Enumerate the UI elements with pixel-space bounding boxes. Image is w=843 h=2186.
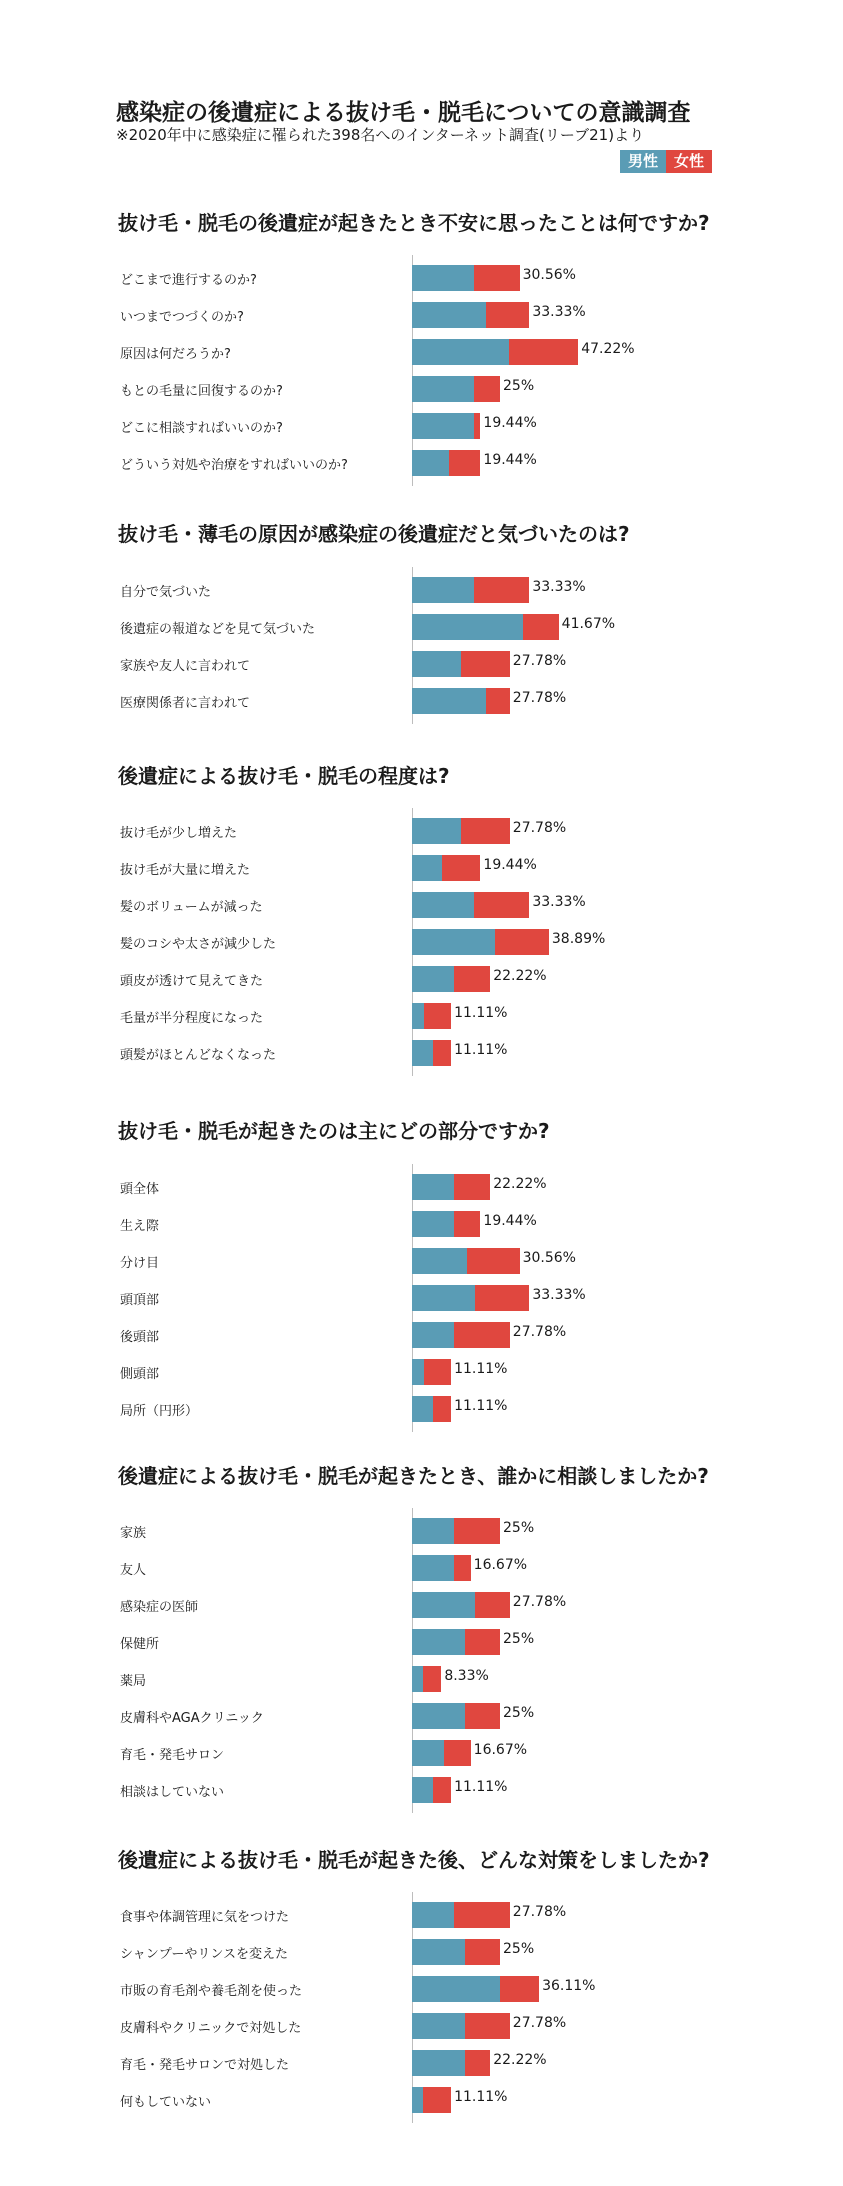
category-label: 皮膚科やクリニックで対処した [120,2021,302,2036]
bar-row [0,302,843,328]
bar-segment-female [433,1040,451,1066]
bar-segment-male [412,651,461,677]
value-label: 47.22% [581,341,635,357]
value-label: 19.44% [483,415,537,431]
category-label: 育毛・発毛サロン [120,1748,225,1763]
bar-row [0,966,843,992]
chart-title: 後遺症による抜け毛・脱毛が起きたとき、誰かに相談しましたか? [118,1464,709,1488]
value-label: 22.22% [493,968,547,984]
bar-segment-male [412,1555,454,1581]
category-label: 髪のコシや太さが減少した [120,937,277,952]
bar-row [0,1555,843,1581]
bar-segment-female [461,651,510,677]
value-label: 27.78% [512,2015,567,2031]
bar-segment-male [412,929,495,955]
bar-segment-female [509,339,578,365]
chart-title: 後遺症による抜け毛・脱毛が起きた後、どんな対策をしましたか? [118,1848,710,1872]
value-label: 25% [503,1631,535,1647]
category-label: 側頭部 [120,1367,160,1382]
bar-row [0,1040,843,1066]
bar-row [0,929,843,955]
bar-segment-female [454,1322,510,1348]
bar-segment-male [412,1902,454,1928]
category-label: 皮膚科やAGAクリニック [120,1711,264,1726]
bar-segment-female [454,966,490,992]
bar-row [0,855,843,881]
value-label: 27.78% [512,690,567,706]
category-label: 生え際 [120,1219,160,1234]
bar-segment-female [495,929,549,955]
bar-segment-female [454,1174,490,1200]
value-label: 19.44% [483,452,537,468]
legend [620,150,712,173]
bar-segment-female [486,302,529,328]
page-title: 感染症の後遺症による抜け毛・脱毛についての意識調査 [116,100,691,126]
bar-segment-male [412,1285,475,1311]
chart-axis [412,1508,413,1813]
bar-segment-male [412,1040,433,1066]
bar-segment-female [449,450,480,476]
bar-row [0,2087,843,2113]
bar-segment-female [474,892,530,918]
chart-title: 抜け毛・脱毛の後遺症が起きたとき不安に思ったことは何ですか? [118,211,710,235]
category-label: 薬局 [120,1674,147,1689]
bar-row [0,1518,843,1544]
category-label: 相談はしていない [120,1785,225,1800]
category-label: 頭髪がほとんどなくなった [120,1048,277,1063]
category-label: 局所（円形） [120,1404,199,1419]
bar-row [0,1740,843,1766]
bar-segment-male [412,966,454,992]
category-label: 後頭部 [120,1330,160,1345]
bar-row [0,1174,843,1200]
bar-segment-male [412,1939,465,1965]
bar-segment-male [412,577,474,603]
value-label: 41.67% [561,616,616,632]
value-label: 19.44% [483,857,537,873]
bar-segment-female [454,1518,500,1544]
value-label: 36.11% [542,1978,596,1994]
legend-female: 女性 [666,150,712,173]
bar-row [0,1396,843,1422]
bar-segment-female [467,1248,520,1274]
value-label: 27.78% [512,1904,567,1920]
bar-row [0,577,843,603]
bar-segment-female [424,1003,451,1029]
category-label: 感染症の医師 [120,1600,199,1615]
category-label: 自分で気づいた [120,585,212,600]
bar-segment-male [412,1740,444,1766]
value-label: 33.33% [532,894,586,910]
category-label: 分け目 [120,1256,160,1271]
bar-segment-male [412,818,461,844]
value-label: 30.56% [522,1250,576,1266]
bar-segment-male [412,1629,465,1655]
bar-row [0,818,843,844]
category-label: 医療関係者に言われて [120,696,251,711]
bar-row [0,2013,843,2039]
value-label: 22.22% [493,2052,547,2068]
bar-row [0,1285,843,1311]
bar-segment-male [412,1777,433,1803]
bar-segment-female [500,1976,539,2002]
value-label: 30.56% [522,267,576,283]
category-label: シャンプーやリンスを変えた [120,1947,288,1962]
value-label: 25% [503,1941,535,1957]
category-label: 家族 [120,1526,147,1541]
category-label: どういう対処や治療をすればいいのか? [120,458,348,473]
value-label: 11.11% [454,2089,508,2105]
category-label: 後遺症の報道などを見て気づいた [120,622,316,637]
value-label: 16.67% [473,1742,528,1758]
bar-segment-female [454,1902,510,1928]
bar-segment-female [474,577,530,603]
bar-segment-female [475,1285,529,1311]
bar-row [0,450,843,476]
bar-segment-female [474,413,481,439]
bar-segment-male [412,1976,500,2002]
value-label: 11.11% [454,1779,508,1795]
bar-segment-female [474,376,500,402]
bar-row [0,1322,843,1348]
bar-row [0,265,843,291]
bar-segment-male [412,413,474,439]
value-label: 38.89% [551,931,606,947]
value-label: 33.33% [532,304,586,320]
bar-segment-female [423,1666,442,1692]
bar-segment-female [433,1396,451,1422]
bar-row [0,1629,843,1655]
bar-row [0,1703,843,1729]
bar-segment-female [454,1211,480,1237]
bar-row [0,1592,843,1618]
category-label: どこに相談すればいいのか? [120,421,283,436]
category-label: 家族や友人に言われて [120,659,251,674]
bar-row [0,688,843,714]
bar-row [0,1666,843,1692]
chart-title: 抜け毛・薄毛の原因が感染症の後遺症だと気づいたのは? [118,522,630,546]
bar-segment-male [412,2087,423,2113]
value-label: 22.22% [493,1176,547,1192]
value-label: 11.11% [454,1398,508,1414]
bar-segment-male [412,265,474,291]
category-label: もとの毛量に回復するのか? [120,384,283,399]
page-subtitle: ※2020年中に感染症に罹られた398名へのインターネット調査(リーブ21)より [116,126,645,144]
bar-segment-male [412,892,474,918]
bar-segment-male [412,2050,465,2076]
bar-row [0,376,843,402]
category-label: 頭皮が透けて見えてきた [120,974,264,989]
bar-segment-male [412,339,509,365]
category-label: 頭全体 [120,1182,160,1197]
bar-segment-female [444,1740,471,1766]
bar-segment-female [423,2087,452,2113]
bar-segment-male [412,302,486,328]
category-label: 友人 [120,1563,147,1578]
bar-segment-female [465,1629,500,1655]
bar-row [0,1359,843,1385]
category-label: 原因は何だろうか? [120,347,231,362]
bar-segment-male [412,1666,423,1692]
bar-segment-female [474,265,520,291]
legend-male: 男性 [620,150,666,173]
bar-row [0,1003,843,1029]
bar-row [0,2050,843,2076]
value-label: 27.78% [512,653,567,669]
bar-segment-male [412,376,474,402]
category-label: 市販の育毛剤や養毛剤を使った [120,1984,303,1999]
bar-segment-female [454,1555,470,1581]
bar-segment-male [412,688,486,714]
bar-segment-male [412,2013,465,2039]
bar-row [0,1211,843,1237]
value-label: 25% [503,378,535,394]
bar-segment-male [412,1518,454,1544]
category-label: 髪のボリュームが減った [120,900,263,915]
bar-segment-male [412,1703,465,1729]
bar-segment-female [424,1359,451,1385]
category-label: 抜け毛が大量に増えた [120,863,251,878]
category-label: 毛量が半分程度になった [120,1011,264,1026]
category-label: 育毛・発毛サロンで対処した [120,2058,290,2073]
bar-segment-male [412,1211,454,1237]
bar-segment-male [412,1322,454,1348]
bar-segment-female [465,2013,510,2039]
bar-row [0,1976,843,2002]
bar-row [0,339,843,365]
category-label: 抜け毛が少し増えた [120,826,238,841]
bar-segment-male [412,450,449,476]
bar-segment-male [412,1592,475,1618]
value-label: 33.33% [532,1287,586,1303]
bar-row [0,614,843,640]
chart-title: 後遺症による抜け毛・脱毛の程度は? [118,764,450,788]
bar-segment-male [412,1248,467,1274]
bar-segment-female [523,614,559,640]
value-label: 25% [503,1520,535,1536]
bar-segment-female [461,818,510,844]
bar-row [0,413,843,439]
bar-segment-female [465,1703,500,1729]
category-label: どこまで進行するのか? [120,273,257,288]
category-label: いつまでつづくのか? [120,310,244,325]
bar-segment-male [412,855,442,881]
bar-row [0,892,843,918]
bar-segment-male [412,1396,433,1422]
value-label: 33.33% [532,579,586,595]
value-label: 25% [503,1705,535,1721]
bar-segment-female [433,1777,451,1803]
category-label: 保健所 [120,1637,160,1652]
bar-segment-female [465,2050,490,2076]
value-label: 27.78% [512,1594,567,1610]
bar-segment-female [486,688,510,714]
value-label: 27.78% [512,1324,567,1340]
bar-row [0,1777,843,1803]
bar-segment-female [475,1592,509,1618]
bar-row [0,1248,843,1274]
bar-segment-male [412,614,523,640]
value-label: 11.11% [454,1005,508,1021]
bar-row [0,651,843,677]
value-label: 19.44% [483,1213,537,1229]
value-label: 16.67% [473,1557,528,1573]
category-label: 頭頂部 [120,1293,160,1308]
value-label: 8.33% [444,1668,489,1684]
chart-title: 抜け毛・脱毛が起きたのは主にどの部分ですか? [118,1119,550,1143]
bar-segment-male [412,1174,454,1200]
bar-row [0,1939,843,1965]
value-label: 11.11% [454,1042,508,1058]
category-label: 何もしていない [120,2095,212,2110]
category-label: 食事や体調管理に気をつけた [120,1910,290,1925]
bar-segment-male [412,1359,424,1385]
value-label: 11.11% [454,1361,508,1377]
bar-segment-female [442,855,481,881]
value-label: 27.78% [512,820,567,836]
bar-row [0,1902,843,1928]
bar-segment-female [465,1939,500,1965]
bar-segment-male [412,1003,424,1029]
